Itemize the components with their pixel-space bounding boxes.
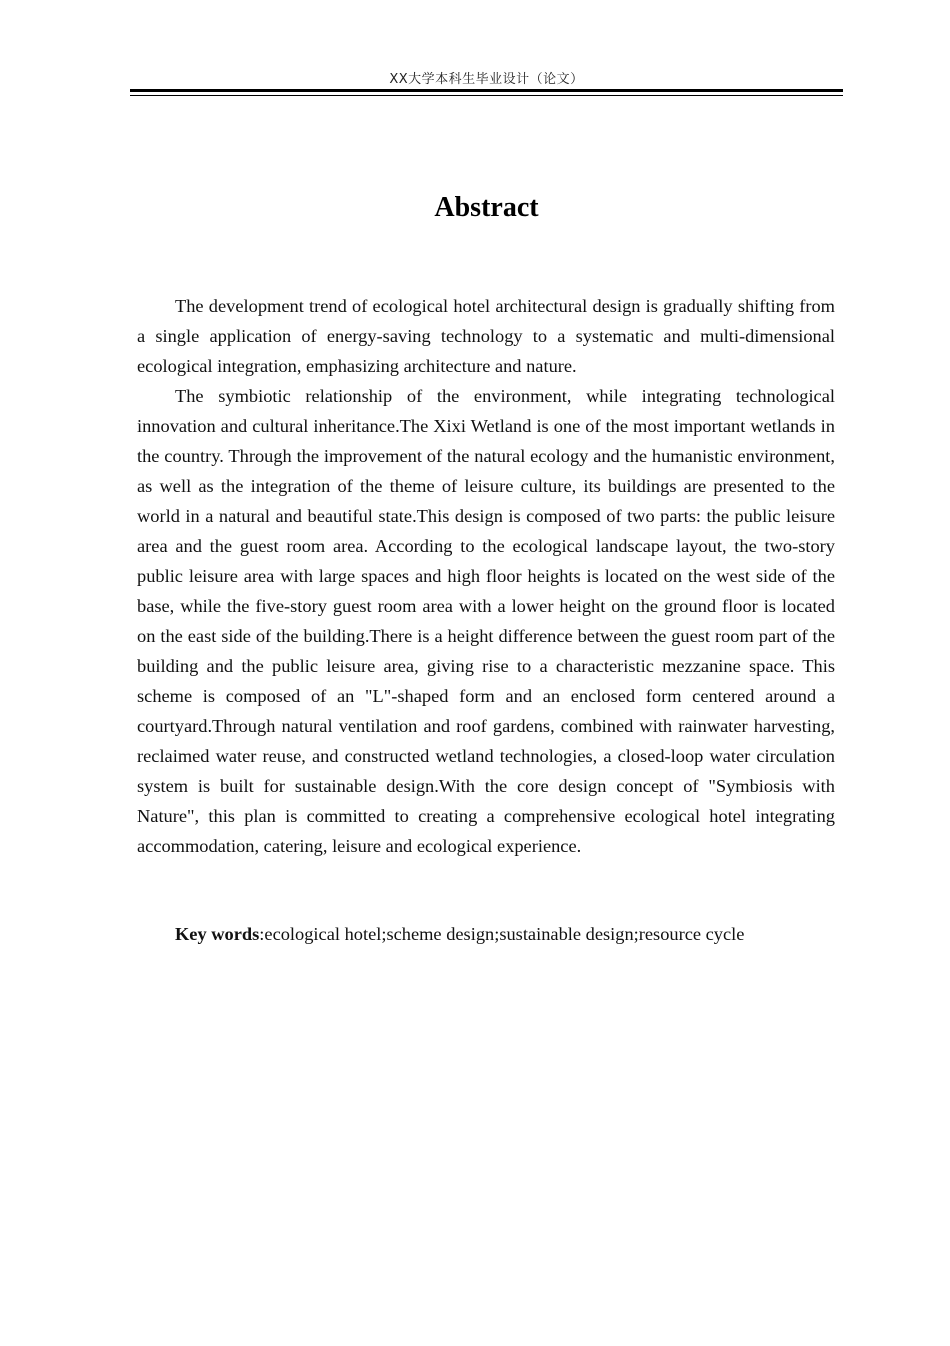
keywords-label: Key words (175, 924, 260, 944)
keywords-line (137, 919, 835, 949)
header-rule-thin (130, 95, 843, 96)
keywords-text: :ecological hotel;scheme design;sustainable design;resource cycle (259, 924, 745, 944)
header-rule-thick (130, 89, 843, 92)
abstract-paragraph-1: The development trend of ecological hotel architectural design is gradually shifting from a single application of energy-saving technology to a systematic and multi-dimensional ecological integration, emphasizing architecture and nature. (137, 296, 835, 376)
abstract-paragraph-2: The symbiotic relationship of the environment, while integrating technological innovation and cultural inheritance.The Xixi Wetland is one of the most important wetlands in the country. Through the improvement of the natural ecology and the humanistic environment, as well as the integration of the theme of leisure culture, its buildings are presented to the world in a natural and beautiful state.This design is composed of two parts: the public leisure area and the guest room area. According to the ecological landscape layout, the two-story public leisure area with large spaces and high floor heights is located on the west side of the base, while the five-story guest room area with a lower height on the ground floor is located on the east side of the building.There is a height difference between the guest room part of the building and the public leisure area, giving rise to a characteristic mezzanine space. This scheme is composed of an "L"-shaped form and an enclosed form centered around a courtyard.Through natural ventilation and roof gardens, combined with rainwater harvesting, reclaimed water reuse, and constructed wetland technologies, a closed-loop water circulation system is built for sustainable design.With the core design concept of "Symbiosis with Nature", this plan is committed to creating a comprehensive ecological hotel integrating accommodation, catering, leisure and ecological experience. (137, 386, 835, 856)
running-header: XX大学本科生毕业设计（论文） (389, 72, 584, 87)
abstract-body (137, 291, 835, 861)
abstract-title: Abstract (434, 192, 539, 223)
